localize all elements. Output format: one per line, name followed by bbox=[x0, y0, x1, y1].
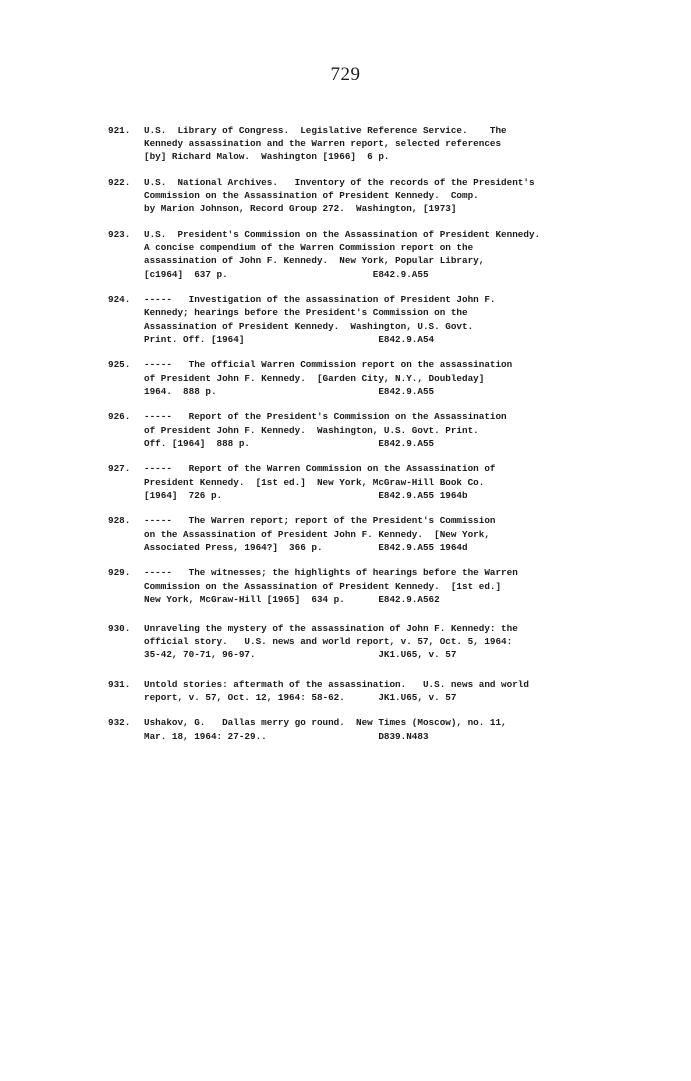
entry-line: President Kennedy. [1st ed.] New York, McGraw-Hill Book Co. bbox=[144, 476, 485, 488]
entry-line: Ushakov, G. Dallas merry go round. New Times (Moscow), no. 11, bbox=[144, 717, 507, 729]
entry-line: Off. [1964] 888 p. E842.9.A55 bbox=[144, 437, 435, 449]
entry-number: 932. bbox=[108, 717, 131, 729]
entry-line: U.S. Library of Congress. Legislative Reference Service. The bbox=[144, 125, 507, 136]
entry-number: 926. bbox=[108, 411, 131, 423]
entry-line: 1964. 888 p. E842.9.A55 bbox=[144, 385, 435, 397]
entry-line: [c1964] 637 p. E842.9.A55 bbox=[144, 268, 429, 280]
bibliography-entry bbox=[108, 462, 588, 502]
entry-line: ----- Report of the Warren Commission on the Assassination of bbox=[144, 463, 496, 475]
entry-line: Unraveling the mystery of the assassination of John F. Kennedy: the bbox=[144, 623, 518, 635]
entry-line: 35-42, 70-71, 96-97. JK1.U65, v. 57 bbox=[144, 649, 457, 661]
entry-line: of President John F. Kennedy. Washington, U.S. Govt. Print. bbox=[144, 424, 479, 436]
entry-line: ----- The witnesses; the highlights of hearings before the Warren bbox=[144, 567, 518, 579]
entry-number: 930. bbox=[108, 623, 131, 635]
entry-line: New York, McGraw-Hill [1965] 634 p. E842.9.A562 bbox=[144, 593, 440, 605]
bibliography-entry bbox=[108, 678, 588, 704]
page-number: 729 bbox=[330, 64, 361, 85]
entry-line: A concise compendium of the Warren Commission report on the bbox=[144, 242, 474, 254]
entry-line: Commission on the Assassination of President Kennedy. Comp. bbox=[144, 190, 479, 202]
entry-number: 931. bbox=[108, 678, 131, 690]
entry-line: Assassination of President Kennedy. Washington, U.S. Govt. bbox=[144, 320, 474, 332]
entry-number: 924. bbox=[108, 294, 131, 306]
bibliography-entry bbox=[108, 566, 588, 606]
entry-line: Untold stories: aftermath of the assassination. U.S. news and world bbox=[144, 678, 529, 690]
entry-line: official story. U.S. news and world report, v. 57, Oct. 5, 1964: bbox=[144, 636, 513, 648]
entry-line: by Marion Johnson, Record Group 272. Washington, [1973] bbox=[144, 203, 457, 215]
entry-line: Associated Press, 1964?] 366 p. E842.9.A55 1964d bbox=[144, 541, 468, 553]
bibliography-entry bbox=[108, 176, 588, 216]
entry-number: 921. bbox=[108, 125, 131, 136]
entry-number: 927. bbox=[108, 463, 131, 475]
entry-line: U.S. National Archives. Inventory of the records of the President's bbox=[144, 177, 535, 188]
entry-line: on the Assassination of President John F. Kennedy. [New York, bbox=[144, 528, 490, 540]
bibliography-entry bbox=[108, 293, 588, 346]
entry-line: of President John F. Kennedy. [Garden City, N.Y., Doubleday] bbox=[144, 372, 485, 384]
entry-line: assassination of John F. Kennedy. New York, Popular Library, bbox=[144, 255, 485, 267]
entry-line: [1964] 726 p. E842.9.A55 1964b bbox=[144, 489, 468, 501]
bibliography-entry bbox=[108, 716, 588, 742]
entry-line: Commission on the Assassination of President Kennedy. [1st ed.] bbox=[144, 580, 502, 592]
bibliography-entry bbox=[108, 124, 588, 164]
bibliography-entry bbox=[108, 514, 588, 554]
bibliography-entry bbox=[108, 228, 588, 281]
bibliography-entry bbox=[108, 410, 588, 450]
entry-number: 928. bbox=[108, 515, 131, 527]
entry-line: report, v. 57, Oct. 12, 1964: 58-62. JK1.U65, v. 57 bbox=[144, 691, 457, 703]
entry-line: Mar. 18, 1964: 27-29.. D839.N483 bbox=[144, 730, 429, 742]
entry-line: Print. Off. [1964] E842.9.A54 bbox=[144, 333, 435, 345]
entry-number: 929. bbox=[108, 567, 131, 579]
entry-number: 925. bbox=[108, 359, 131, 371]
entry-number: 923. bbox=[108, 229, 131, 240]
bibliography-entry bbox=[108, 358, 588, 398]
entry-line: Kennedy; hearings before the President's Commission on the bbox=[144, 307, 468, 319]
entry-line: Kennedy assassination and the Warren report, selected references bbox=[144, 138, 502, 150]
entry-line: ----- The Warren report; report of the President's Commission bbox=[144, 515, 496, 527]
entry-line: U.S. President's Commission on the Assassination of President Kennedy. bbox=[144, 229, 541, 240]
entry-line: [by] Richard Malow. Washington [1966] 6 p. bbox=[144, 151, 390, 163]
entry-line: ----- The official Warren Commission report on the assassination bbox=[144, 359, 513, 371]
entry-number: 922. bbox=[108, 177, 131, 188]
entry-line: ----- Investigation of the assassination of President John F. bbox=[144, 294, 496, 306]
bibliography-list bbox=[108, 124, 588, 755]
bibliography-entry bbox=[108, 622, 588, 662]
entry-line: ----- Report of the President's Commission on the Assassination bbox=[144, 411, 507, 423]
